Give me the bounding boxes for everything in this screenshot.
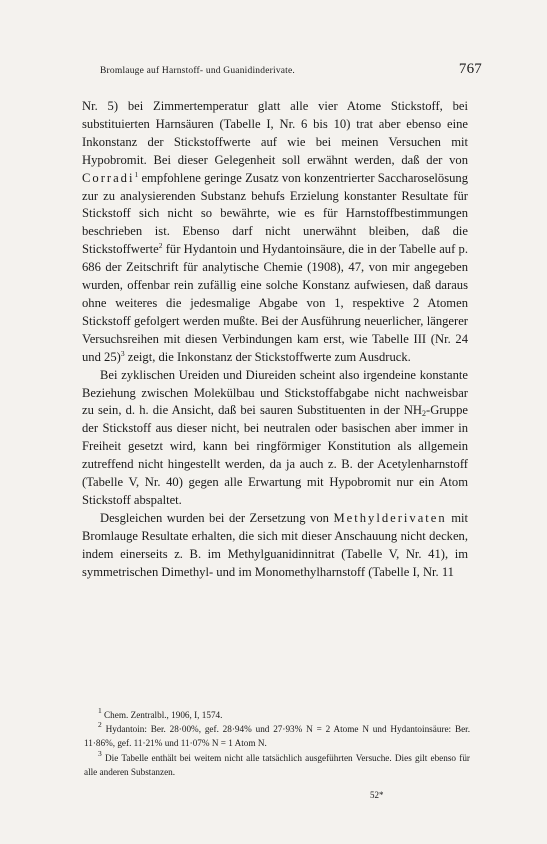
footnote-1 <box>84 708 470 722</box>
footnote-mark: 1 <box>98 706 102 715</box>
running-title: Bromlauge auf Harnstoff- und Guanidinderivate. <box>100 66 296 76</box>
body-text <box>82 98 468 581</box>
p1-text-a: Nr. 5) bei Zimmertemperatur glatt alle vier Atome Stickstoff, bei substituierten Harnsäuren (Tabelle I, Nr. 6 bis 10) trat aber ebenso eine Inkonstanz der Stickstoffwerte auf wie bei meinen Versuchen mit Hypobromit. Bei dieser Gelegenheit soll erwähnt werden, daß der von <box>82 99 468 167</box>
footnote-text: Die Tabelle enthält bei weitem nicht alle tatsächlich ausgeführten Versuche. Dies gilt ebenso für alle anderen Substanzen. <box>84 752 470 777</box>
footnote-text: Hydantoin: Ber. 28·00%, gef. 28·94% und 27·93% N = 2 Atome N und Hydantoinsäure: Ber. 11·86%, gef. 11·21% und 11·07% N = 1 Atom N. <box>84 724 470 749</box>
footnote-mark: 2 <box>98 720 102 730</box>
footnote-2 <box>84 722 470 750</box>
paragraph-2 <box>82 367 468 510</box>
paragraph-1 <box>82 98 468 367</box>
footnote-mark: 3 <box>98 748 102 758</box>
p3-text-a: Desgleichen wurden bei der Zersetzung von <box>100 510 329 525</box>
footnote-ref-1: 1 <box>134 169 139 179</box>
p2-text-a: Bei zyklischen Ureiden und Diureiden scheint also irgendeine konstante Beziehung zwischen Molekülbau und Stickstoffabgabe nicht nachweisbar zu sein, d. h. die Ansicht, daß bei sauren Substituenten in der NH <box>82 367 468 418</box>
footnote-text: Chem. Zentralbl., 1906, I, 1574. <box>104 710 223 720</box>
p1-text-c: für Hydantoin und Hydantoinsäure, die in der Tabelle auf p. 686 der Zeitschrift für analytische Chemie (1908), 47, von mir angegeben wurden, offenbar rein zufällig eine solche Konstanz aufwiesen, daß daraus ohne weiteres die jedesmalige Abgabe von 1, respektive 2 Atomen Stickstoff gefolgert werden mußte. Bei der Ausführung neuerlicher, längerer Versuchsreihen mit diesen Verbindungen kam erst, wie Tabelle III (Nr. 24 und 25) <box>82 242 468 364</box>
footnote-3 <box>84 748 470 779</box>
p3-text-b: mit Bromlauge Resultate erhalten, die sich mit dieser Anschauung nicht decken, indem einerseits z. B. im Methylguanidinnitrat (Tabelle V, Nr. 41), im symmetrischen Dimethyl- und im Monomethylharnstoff (Tabelle I, Nr. 11 <box>82 510 469 579</box>
signature-mark: 52* <box>370 790 384 800</box>
page-number: 767 <box>458 61 482 77</box>
p1-text-d: zeigt, die Inkonstanz der Stickstoffwerte zum Ausdruck. <box>127 349 411 364</box>
spaced-term-methylderivaten: Methylderivaten <box>333 510 447 525</box>
footnote-ref-3: 3 <box>120 348 125 358</box>
p2-text-b: -Gruppe der Stickstoff aus dieser nicht, bei neutralen oder basischen aber immer in Freiheit gesetzt wird, kann bei ringförmiger Konstitution als allgemein zutreffend nicht hingestellt werden, da ja auch z. B. der Acetylenharnstoff (Tabelle V, Nr. 40) gegen alle Erwartung mit Hypobromit nur ein Atom Stickstoff abspaltet. <box>82 403 468 507</box>
paragraph-3 <box>82 510 468 582</box>
running-header <box>100 61 482 77</box>
author-name-corradi: Corradi <box>82 170 135 185</box>
p1-text-b: empfohlene geringe Zusatz von konzentrierter Saccharoselösung zur zu analysierenden Substanz behufs Erzielung konstanter Resultate für Stickstoff sich nicht so bewährte, wie es für Harnstoffbestimmungen beschrieben ist. Ebenso darf nicht unerwähnt bleiben, daß die Stickstoffwerte <box>82 170 469 257</box>
footnote-ref-2: 2 <box>158 241 163 251</box>
footnotes <box>84 708 470 779</box>
nh2-subscript: 2 <box>422 409 427 419</box>
